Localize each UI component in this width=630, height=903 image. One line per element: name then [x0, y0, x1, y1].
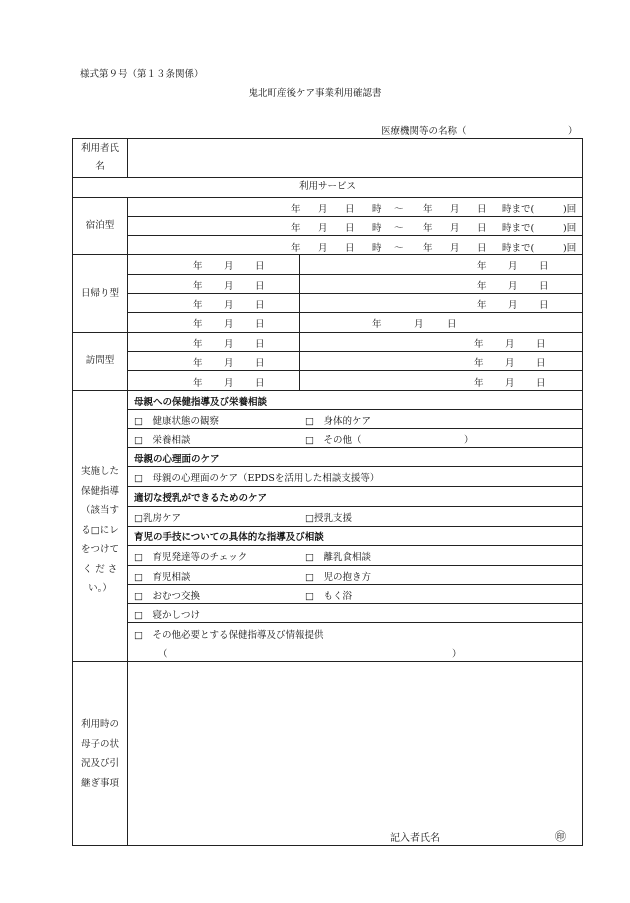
visit-row-3-start-d: 日 — [255, 378, 265, 389]
day-row-2-end-y: 年 — [477, 281, 487, 292]
section-childcare-skills: 育児の手技についての具体的な指導及び相談 — [134, 532, 324, 543]
day-row-2-end-d: 日 — [539, 281, 549, 292]
stay-row-3-times: )回 — [563, 243, 577, 254]
checkbox-feeding-support[interactable]: □授乳支援 — [305, 513, 352, 524]
stay-row-2-tilde: 〜 — [394, 223, 404, 234]
stay-row-3-tilde: 〜 — [394, 243, 404, 254]
checkbox-bath[interactable]: □ もく浴 — [305, 591, 352, 602]
notes-label: 利用時の 母子の状 況及び引 継ぎ事項 — [80, 719, 119, 789]
form-number: 様式第９号（第１３条関係） — [80, 69, 204, 80]
stay-row-2-m2: 月 — [450, 223, 460, 234]
stay-row-3-d: 日 — [345, 243, 355, 254]
stay-row-2-times: )回 — [563, 223, 577, 234]
service-header: 利用サービス — [298, 181, 356, 192]
checkbox-development-check[interactable]: □ 育児発達等のチェック — [134, 552, 248, 563]
section-feeding-care: 適切な授乳ができるためのケア — [134, 493, 268, 504]
checkbox-weaning[interactable]: □ 離乳食相談 — [305, 552, 371, 563]
day-trip-label: 日帰り型 — [80, 288, 119, 299]
visit-row-3-end-d: 日 — [536, 378, 546, 389]
stay-row-1-y: 年 — [291, 204, 301, 215]
visit-row-3-start-m: 月 — [224, 378, 234, 389]
checkbox-nutrition[interactable]: □ 栄養相談 — [134, 435, 191, 446]
stay-row-1-h: 時 — [372, 204, 382, 215]
visit-row-1-end-d: 日 — [536, 339, 546, 350]
stay-row-3-until: 時まで( — [502, 243, 535, 254]
day-row-4-end-d: 日 — [447, 319, 457, 330]
section-psych-care: 母親の心理面のケア — [134, 454, 220, 465]
day-row-3-end-y: 年 — [477, 300, 487, 311]
other-info-close-paren: ） — [452, 649, 462, 660]
guidance-label: 実施した 保健指導 （該当す る□にレ をつけて く だ さ い。） — [80, 466, 119, 594]
stay-row-1-m2: 月 — [450, 204, 460, 215]
day-row-4-start-y: 年 — [193, 319, 203, 330]
user-name-field[interactable] — [129, 140, 581, 176]
day-row-1-start-y: 年 — [193, 261, 203, 272]
stay-row-1-times: )回 — [563, 204, 577, 215]
recorder-label: 記入者氏名 — [390, 833, 440, 844]
stay-type-label: 宿泊型 — [85, 220, 115, 231]
day-row-1-end-y: 年 — [477, 261, 487, 272]
stay-row-2-y: 年 — [291, 223, 301, 234]
stay-row-1-d2: 日 — [477, 204, 487, 215]
visit-row-1-end-y: 年 — [474, 339, 484, 350]
checkbox-breast-care[interactable]: □乳房ケア — [134, 513, 181, 524]
visit-row-2-end-d: 日 — [536, 358, 546, 369]
stay-row-3-y: 年 — [291, 243, 301, 254]
visit-row-2-end-y: 年 — [474, 358, 484, 369]
stay-row-2-d2: 日 — [477, 223, 487, 234]
day-row-2-start-d: 日 — [255, 281, 265, 292]
stay-row-1-d: 日 — [345, 204, 355, 215]
institution-close: ） — [568, 126, 578, 137]
visit-row-1-end-m: 月 — [505, 339, 515, 350]
user-name-label: 利用者氏 名 — [80, 143, 119, 172]
checkbox-holding[interactable]: □ 児の抱き方 — [305, 572, 371, 583]
visit-row-3-start-y: 年 — [193, 378, 203, 389]
visit-row-2-end-m: 月 — [505, 358, 515, 369]
day-row-2-end-m: 月 — [508, 281, 518, 292]
seal-mark: ㊞ — [555, 830, 566, 843]
visit-row-1-start-m: 月 — [224, 339, 234, 350]
checkbox-physical-care[interactable]: □ 身体的ケア — [305, 416, 371, 427]
stay-row-2-until: 時まで( — [502, 223, 535, 234]
checkbox-other-info[interactable]: □ その他必要とする保健指導及び情報提供 — [134, 630, 324, 641]
stay-row-3-m: 月 — [318, 243, 328, 254]
institution-name-field[interactable] — [470, 120, 565, 136]
stay-row-3-h: 時 — [372, 243, 382, 254]
stay-row-1-m: 月 — [318, 204, 328, 215]
stay-row-3-y2: 年 — [423, 243, 433, 254]
form-title: 鬼北町産後ケア事業利用確認書 — [248, 88, 382, 99]
day-row-1-end-d: 日 — [539, 261, 549, 272]
visit-row-1-start-d: 日 — [255, 339, 265, 350]
checkbox-psych-care[interactable]: □ 母親の心理面のケア（EPDSを活用した相談支援等） — [134, 473, 380, 484]
stay-row-1-until: 時まで( — [502, 204, 535, 215]
day-row-4-start-d: 日 — [255, 319, 265, 330]
stay-row-2-m: 月 — [318, 223, 328, 234]
checkbox-childcare-consult[interactable]: □ 育児相談 — [134, 572, 191, 583]
day-row-3-start-y: 年 — [193, 300, 203, 311]
day-row-3-end-d: 日 — [539, 300, 549, 311]
stay-row-1-tilde: 〜 — [394, 204, 404, 215]
day-row-4-end-m: 月 — [414, 319, 424, 330]
stay-row-3-d2: 日 — [477, 243, 487, 254]
day-row-1-start-d: 日 — [255, 261, 265, 272]
visit-row-3-end-m: 月 — [505, 378, 515, 389]
day-row-3-end-m: 月 — [508, 300, 518, 311]
notes-field[interactable] — [130, 664, 580, 824]
section-maternal-guidance: 母親への保健指導及び栄養相談 — [134, 397, 268, 408]
visit-row-3-end-y: 年 — [474, 378, 484, 389]
visit-row-2-start-d: 日 — [255, 358, 265, 369]
other-close-paren: ） — [464, 435, 474, 446]
other-info-open-paren: （ — [158, 649, 168, 660]
day-row-4-end-y: 年 — [372, 319, 382, 330]
day-row-1-end-m: 月 — [508, 261, 518, 272]
stay-row-3-m2: 月 — [450, 243, 460, 254]
visit-row-2-start-y: 年 — [193, 358, 203, 369]
stay-row-1-y2: 年 — [423, 204, 433, 215]
day-row-3-start-m: 月 — [224, 300, 234, 311]
checkbox-other[interactable]: □ その他（ — [305, 435, 362, 446]
day-row-1-start-m: 月 — [224, 261, 234, 272]
day-row-3-start-d: 日 — [255, 300, 265, 311]
day-row-2-start-m: 月 — [224, 281, 234, 292]
checkbox-diaper[interactable]: □ おむつ交換 — [134, 591, 200, 602]
stay-row-2-h: 時 — [372, 223, 382, 234]
stay-row-2-d: 日 — [345, 223, 355, 234]
institution-label: 医療機関等の名称（ — [381, 126, 467, 137]
stay-row-2-y2: 年 — [423, 223, 433, 234]
checkbox-health-check[interactable]: □ 健康状態の観察 — [134, 416, 219, 427]
checkbox-sleep[interactable]: □ 寝かしつけ — [134, 610, 200, 621]
visit-row-2-start-m: 月 — [224, 358, 234, 369]
day-row-2-start-y: 年 — [193, 281, 203, 292]
visit-type-label: 訪問型 — [85, 355, 115, 366]
day-row-4-start-m: 月 — [224, 319, 234, 330]
visit-row-1-start-y: 年 — [193, 339, 203, 350]
